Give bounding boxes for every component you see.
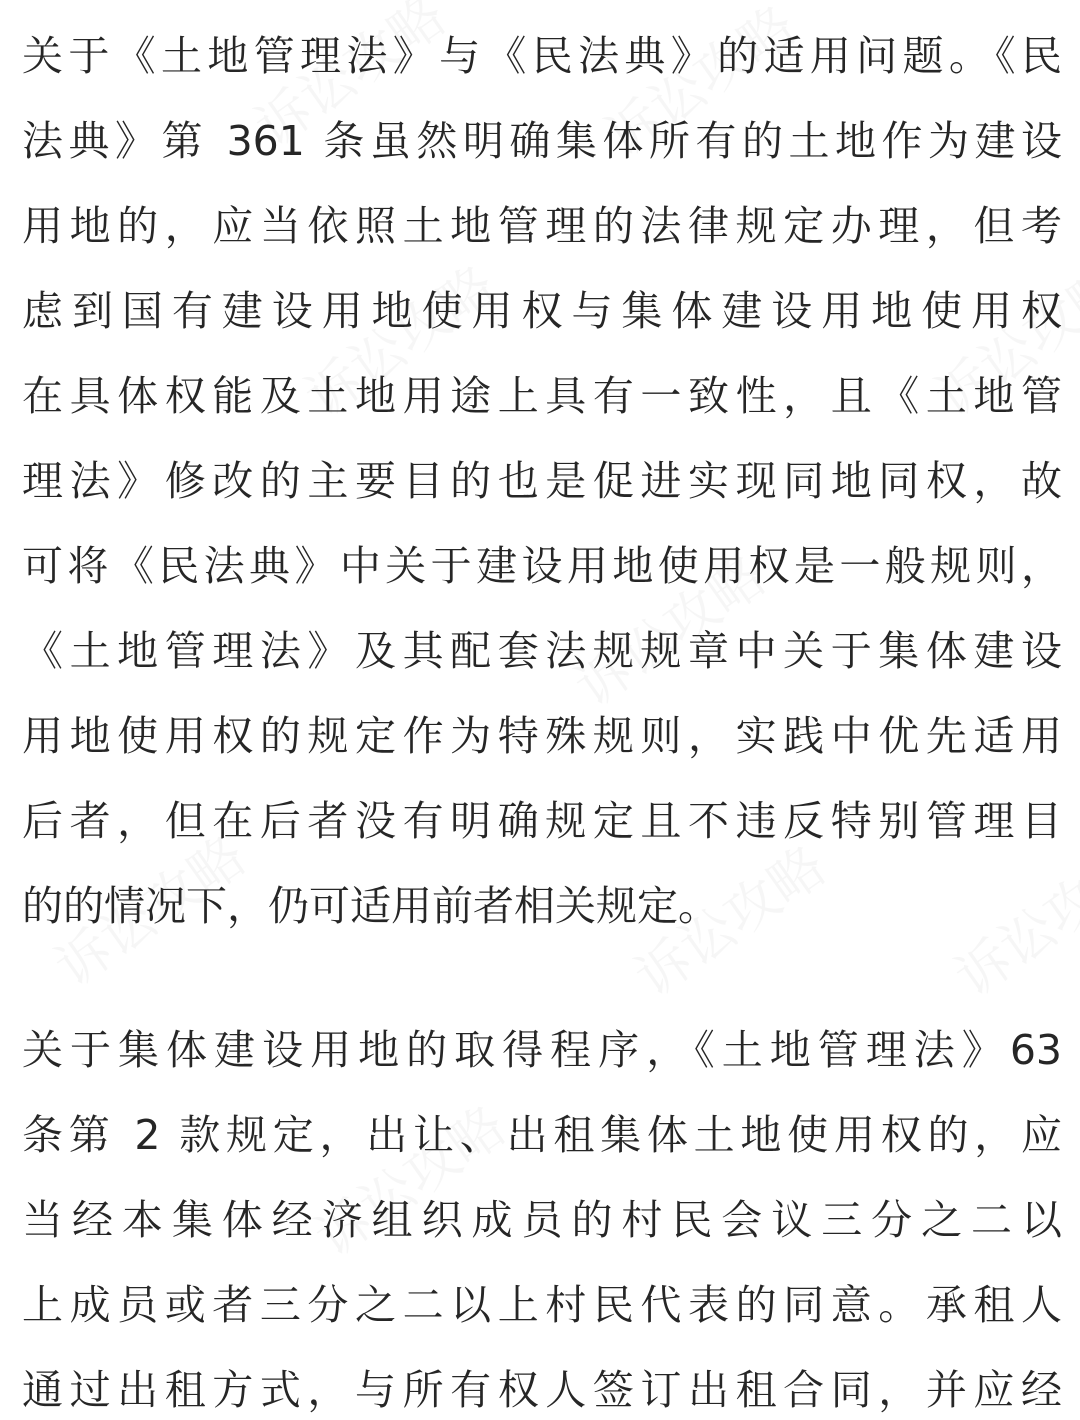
paragraph-line: 理法》修改的主要目的也是促进实现同地同权，故 (22, 457, 1062, 505)
paragraph-line: 法典》第 361 条虽然明确集体所有的土地作为建设 (22, 117, 1062, 165)
paragraph-line: 用地的，应当依照土地管理的法律规定办理，但考 (22, 202, 1062, 250)
paragraph-line: 用地使用权的规定作为特殊规则，实践中优先适用 (22, 712, 1062, 760)
paragraph-line: 条第 2 款规定，出让、出租集体土地使用权的，应 (22, 1111, 1062, 1159)
paragraph-line: 上成员或者三分之二以上村民代表的同意。承租人 (22, 1281, 1062, 1329)
paragraph-line: 《土地管理法》及其配套法规规章中关于集体建设 (22, 627, 1062, 675)
paragraph-line: 通过出租方式，与所有权人签订出租合同，并应经 (22, 1366, 1062, 1414)
paragraph-line: 可将《民法典》中关于建设用地使用权是一般规则， (22, 542, 1062, 590)
paragraph-line: 后者，但在后者没有明确规定且不违反特别管理目 (22, 797, 1062, 845)
paragraph-line: 的的情况下，仍可适用前者相关规定。 (22, 882, 719, 930)
paragraph-line: 虑到国有建设用地使用权与集体建设用地使用权 (22, 287, 1062, 335)
paragraph-line: 关于集体建设用地的取得程序，《土地管理法》63 (22, 1026, 1062, 1074)
paragraph-line: 关于《土地管理法》与《民法典》的适用问题。《民 (22, 32, 1062, 80)
paragraph-line: 当经本集体经济组织成员的村民会议三分之二以 (22, 1196, 1062, 1244)
paragraph-line: 在具体权能及土地用途上具有一致性，且《土地管 (22, 372, 1062, 420)
